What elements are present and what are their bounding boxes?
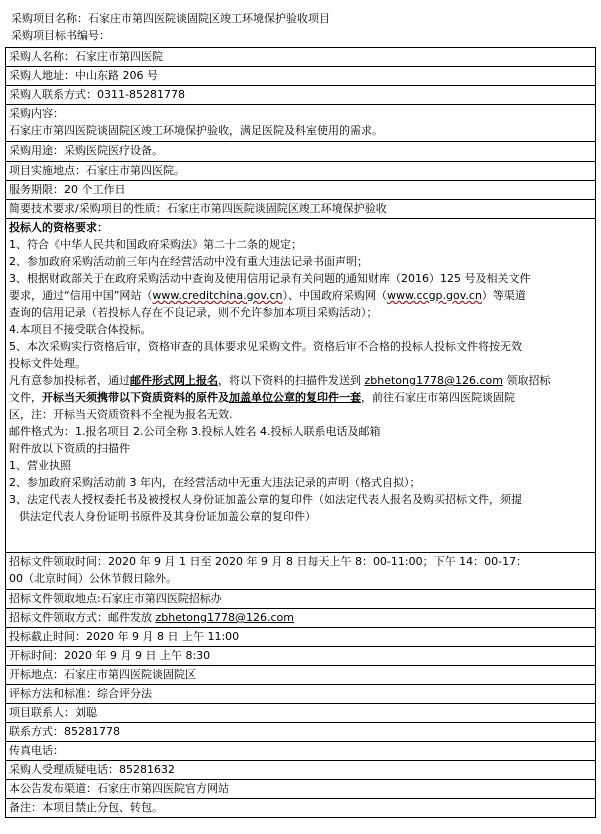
text: 加盖单位公章的复印件一套 bbox=[229, 391, 361, 404]
service-period: 服务期限：20 个工作日 bbox=[6, 181, 596, 200]
text: ，前往石家庄市第四医院谈固院 bbox=[361, 391, 515, 404]
attachment-item: 2、参加政府采购活动前 3 年内，在经营活动中无重大违法记录的声明（格式自拟）； bbox=[9, 476, 421, 489]
doc-time: 00（北京时间）公休节假日除外。 bbox=[9, 572, 177, 585]
ccgp-link[interactable]: www.ccgp.gov.cn bbox=[387, 289, 482, 302]
doc-email-link[interactable]: zbhetong1778@126.com bbox=[155, 611, 294, 624]
doc-method bbox=[6, 609, 596, 628]
creditchina-link[interactable]: www.creditchina.gov.cn bbox=[152, 289, 283, 302]
content-text: 石家庄市第四医院谈固院区竣工环境保护验收，满足医院及科室使用的需求。 bbox=[9, 124, 383, 137]
open-time: 开标时间：2020 年 9 月 9 日 上午 8:30 bbox=[6, 647, 596, 666]
complaint-phone: 采购人受理质疑电话：85281632 bbox=[6, 761, 596, 780]
buyer-name: 采购人名称：石家庄市第四医院 bbox=[6, 48, 596, 67]
text: 招标文件领取方式：邮件发放 bbox=[9, 611, 156, 624]
qualification-item: 3、根据财政部关于在政府采购活动中查询及使用信用记录有关问题的通知财库（2016）125 号及相关文件 bbox=[9, 272, 531, 285]
mail-format: 邮件格式为：1.报名项目 2.公司全称 3.投标人姓名 4.投标人联系电话及邮箱 bbox=[9, 425, 381, 438]
qualification-item: 投标文件处理。 bbox=[9, 357, 86, 370]
text: 邮件形式网上报名 bbox=[130, 374, 218, 387]
text: 要求，通过“信用中国”网站（ bbox=[9, 289, 153, 302]
qualification-item: 查询的信用记录（若投标人存在不良记录，则不允许参加本项目采购活动）； bbox=[9, 306, 378, 319]
registration-line bbox=[9, 389, 595, 406]
notice-table bbox=[5, 47, 596, 818]
open-place: 开标地点：石家庄市第四医院谈固院区 bbox=[6, 666, 596, 685]
attachment-item: 1、营业执照 bbox=[9, 459, 71, 472]
buyer-address: 采购人地址：中山东路 206 号 bbox=[6, 67, 596, 86]
fax-phone: 传真电话： bbox=[6, 742, 596, 761]
qualification-title: 投标人的资格要求： bbox=[9, 221, 108, 234]
publish-channel: 本公告发布渠道：石家庄市第四医院官方网站 bbox=[6, 780, 596, 799]
project-name: 采购项目名称：石家庄市第四医院谈固院区竣工环境保护验收项目 bbox=[11, 12, 330, 25]
eval-method: 评标方法和标准：综合评分法 bbox=[6, 685, 596, 704]
doc-place: 招标文件领取地点:石家庄市第四医院招标办 bbox=[6, 590, 596, 609]
text: ）、中国政府采购网（ bbox=[282, 289, 387, 302]
text: 开标当天须携带以下资质资料的原件及 bbox=[42, 391, 229, 404]
text: 领取招标 bbox=[502, 374, 551, 387]
brief-requirements: 简要技术要求/采购项目的性质：石家庄市第四医院谈固院区竣工环境保护验收 bbox=[6, 200, 596, 219]
project-location: 项目实施地点：石家庄市第四医院。 bbox=[6, 162, 596, 181]
qualification-item: 1、符合《中华人民共和国政府采购法》第二十二条的规定； bbox=[9, 238, 302, 251]
qualification-item-line bbox=[9, 287, 595, 304]
content-cell bbox=[6, 105, 596, 142]
attachment-title: 附件放以下资质的扫描件 bbox=[9, 442, 130, 455]
purchase-purpose: 采购用途：采购医院医疗设备。 bbox=[6, 142, 596, 162]
qualification-item: 4.本项目不接受联合体投标。 bbox=[9, 323, 152, 336]
qualification-cell bbox=[6, 219, 596, 553]
text: 凡有意参加投标者，通过 bbox=[9, 374, 130, 387]
project-number: 采购项目标书编号： bbox=[11, 29, 110, 42]
text: ，将以下资料的扫描件发送到 bbox=[218, 374, 365, 387]
doc-time: 招标文件领取时间：2020 年 9 月 1 日至 2020 年 9 月 8 日每天上午 8：00-11:00；下午 14：00-17： bbox=[9, 555, 528, 568]
bid-deadline: 投标截止时间：2020 年 9 月 8 日 上午 11:00 bbox=[6, 628, 596, 647]
attachment-item: 供法定代表人身份证明书原件及其身份证加盖公章的复印件） bbox=[19, 510, 316, 523]
contact-phone: 联系方式：85281778 bbox=[6, 723, 596, 742]
buyer-contact: 采购人联系方式：0311-85281778 bbox=[6, 86, 596, 105]
attachment-item: 3、法定代表人授权委托书及被授权人身份证加盖公章的复印件（如法定代表人报名及购买招标文件，须提 bbox=[9, 493, 522, 506]
registration-line: 区，注：开标当天资质资料不全视为报名无效. bbox=[9, 408, 233, 421]
project-contact: 项目联系人：刘聪 bbox=[6, 704, 596, 723]
remark: 备注：本项目禁止分包、转包。 bbox=[6, 799, 596, 818]
doc-time-cell bbox=[6, 553, 596, 590]
qualification-item: 5、本次采购实行资格后审，资格审查的具体要求见采购文件。资格后审不合格的投标人投标文件将按无效 bbox=[9, 340, 522, 353]
qualification-item: 2、参加政府采购活动前三年内在经营活动中没有重大违法记录书面声明； bbox=[9, 255, 368, 268]
content-label: 采购内容： bbox=[9, 107, 64, 120]
registration-email-link[interactable]: zbhetong1778@126.com bbox=[364, 374, 503, 387]
registration-line bbox=[9, 372, 595, 389]
text: 文件， bbox=[9, 391, 42, 404]
text: ）等渠道 bbox=[481, 289, 526, 302]
